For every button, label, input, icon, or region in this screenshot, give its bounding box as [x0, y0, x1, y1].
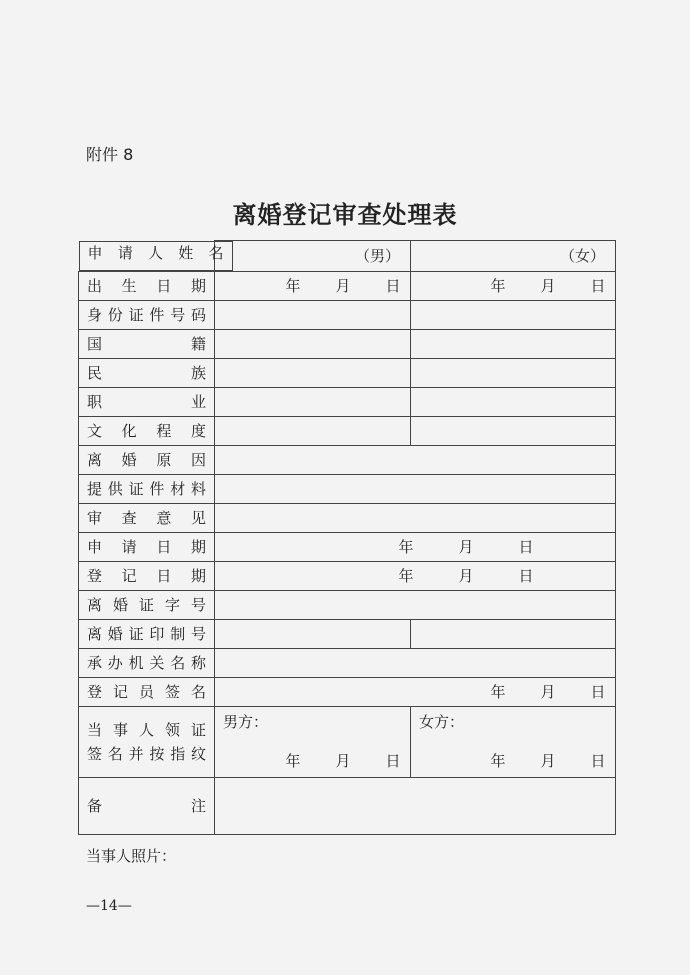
registration-form-table [78, 240, 616, 835]
year-unit: 年 [285, 277, 301, 295]
label-registrar [79, 677, 215, 706]
row-ethnicity [79, 358, 616, 387]
year-unit: 年 [398, 538, 414, 556]
year-unit: 年 [490, 277, 506, 295]
label-cert-print [79, 619, 215, 648]
month-unit: 月 [540, 683, 556, 701]
label-occupation-text: 职 业 [87, 393, 206, 411]
month-unit: 月 [335, 751, 351, 770]
label-education-text: 文 化 程 度 [87, 422, 206, 440]
label-id [79, 300, 215, 329]
row-cert-number [79, 590, 616, 619]
label-documents-text: 提 供 证 件 材 料 [87, 480, 206, 498]
row-sign [79, 706, 616, 777]
male-id-cell[interactable] [215, 300, 411, 329]
label-remarks-text: 备 注 [87, 797, 206, 815]
row-birth [79, 271, 616, 300]
male-education-cell[interactable] [215, 416, 411, 445]
day-unit: 日 [518, 538, 534, 556]
label-sign [79, 706, 215, 777]
female-education-cell[interactable] [411, 416, 616, 445]
label-cert-number [79, 590, 215, 619]
row-review [79, 503, 616, 532]
year-unit: 年 [490, 751, 506, 770]
remarks-cell[interactable] [215, 777, 616, 834]
label-ethnicity [79, 358, 215, 387]
label-nationality [79, 329, 215, 358]
label-sign-line1: 当 事 人 领 证 [87, 720, 206, 739]
label-remarks [79, 777, 215, 834]
day-unit: 日 [590, 277, 606, 295]
row-registrar [79, 677, 616, 706]
row-apply-date [79, 532, 616, 561]
label-register-date [79, 561, 215, 590]
cert-number-cell[interactable] [215, 590, 616, 619]
male-occupation-cell[interactable] [215, 387, 411, 416]
row-remarks [79, 777, 616, 834]
row-education [79, 416, 616, 445]
male-nationality-cell[interactable] [215, 329, 411, 358]
register-date [215, 565, 615, 586]
label-ethnicity-text: 民 族 [87, 364, 206, 382]
row-documents [79, 474, 616, 503]
male-sign-cell[interactable] [215, 706, 411, 777]
month-unit: 月 [540, 277, 556, 295]
female-name-cell[interactable] [411, 241, 616, 272]
male-birth-date [215, 275, 410, 296]
month-unit: 月 [458, 567, 474, 585]
row-reason [79, 445, 616, 474]
label-agency [79, 648, 215, 677]
day-unit: 日 [385, 277, 401, 295]
label-cert-number-text: 离 婚 证 字 号 [87, 596, 206, 614]
day-unit: 日 [385, 751, 401, 770]
female-party-label: 女方： [419, 712, 465, 731]
label-registrar-text: 登 记 员 签 名 [87, 683, 206, 701]
row-cert-print [79, 619, 616, 648]
agency-cell[interactable] [215, 648, 616, 677]
label-name-text: 申 请 人 姓 名 [87, 243, 224, 262]
label-birth-text: 出 生 日 期 [87, 277, 206, 295]
label-birth [79, 271, 215, 300]
cert-print-cell-2[interactable] [411, 619, 616, 648]
label-review [79, 503, 215, 532]
review-cell[interactable] [215, 503, 616, 532]
form-title: 离婚登记审查处理表 [232, 200, 458, 229]
apply-date-cell[interactable] [215, 532, 616, 561]
documents-cell[interactable] [215, 474, 616, 503]
registrar-date [215, 681, 615, 702]
female-sign-date [489, 750, 607, 771]
row-agency [79, 648, 616, 677]
day-unit: 日 [590, 683, 606, 701]
cert-print-cell-1[interactable] [215, 619, 411, 648]
year-unit: 年 [490, 683, 506, 701]
row-register-date [79, 561, 616, 590]
attachment-label: 附件 8 [86, 145, 134, 164]
male-name-cell[interactable] [215, 241, 411, 272]
male-ethnicity-cell[interactable] [215, 358, 411, 387]
day-unit: 日 [518, 567, 534, 585]
female-birth-cell[interactable] [411, 271, 616, 300]
label-reason [79, 445, 215, 474]
label-reason-text: 离 婚 原 因 [87, 451, 206, 469]
female-nationality-cell[interactable] [411, 329, 616, 358]
row-nationality [79, 329, 616, 358]
female-occupation-cell[interactable] [411, 387, 616, 416]
female-marker: （女） [559, 247, 605, 266]
reason-cell[interactable] [215, 445, 616, 474]
label-id-text: 身 份 证 件 号 码 [87, 306, 206, 324]
label-nationality-text: 国 籍 [87, 335, 206, 353]
label-sign-line2: 签 名 并 按 指 纹 [87, 744, 206, 763]
label-education [79, 416, 215, 445]
registrar-cell[interactable] [215, 677, 616, 706]
male-party-label: 男方： [223, 712, 269, 731]
female-id-cell[interactable] [411, 300, 616, 329]
day-unit: 日 [590, 751, 606, 770]
label-name [79, 241, 233, 271]
month-unit: 月 [335, 277, 351, 295]
female-ethnicity-cell[interactable] [411, 358, 616, 387]
male-birth-cell[interactable] [215, 271, 411, 300]
female-birth-date [411, 275, 615, 296]
register-date-cell[interactable] [215, 561, 616, 590]
row-id [79, 300, 616, 329]
row-name [79, 241, 616, 272]
month-unit: 月 [458, 538, 474, 556]
male-marker: （男） [354, 247, 400, 266]
male-sign-date [284, 750, 402, 771]
label-cert-print-text: 离 婚 证 印 制 号 [87, 625, 206, 643]
label-documents [79, 474, 215, 503]
year-unit: 年 [398, 567, 414, 585]
photo-label: 当事人照片： [86, 847, 177, 865]
female-sign-cell[interactable] [411, 706, 616, 777]
year-unit: 年 [285, 751, 301, 770]
label-review-text: 审 查 意 见 [87, 509, 206, 527]
month-unit: 月 [540, 751, 556, 770]
label-apply-date [79, 532, 215, 561]
apply-date [215, 536, 615, 557]
label-occupation [79, 387, 215, 416]
label-agency-text: 承 办 机 关 名 称 [87, 654, 206, 672]
label-apply-date-text: 申 请 日 期 [87, 538, 206, 556]
page-number: —14— [86, 898, 132, 914]
row-occupation [79, 387, 616, 416]
label-register-date-text: 登 记 日 期 [87, 567, 206, 585]
